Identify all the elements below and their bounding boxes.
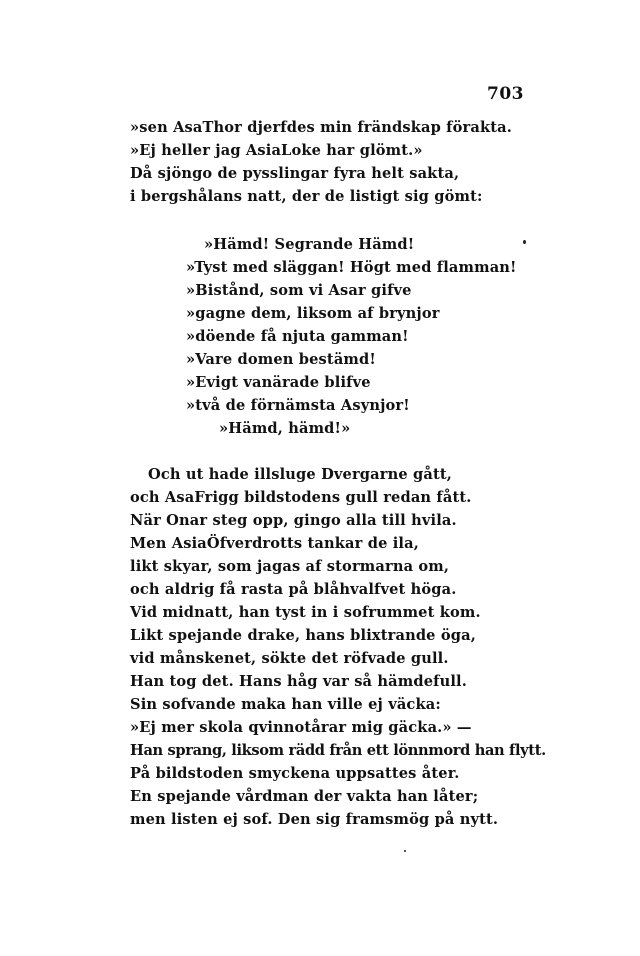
text-line: »Hämd! Segrande Hämd! [204,236,415,253]
text-line: vid månskenet, sökte det röfvade gull. [130,650,449,667]
text-line: Han sprang, liksom rädd från ett lönnmord han flytt. [130,742,546,759]
text-line: Han tog det. Hans håg var så hämdefull. [130,673,467,690]
text-line: På bildstoden smyckena uppsattes åter. [130,765,460,782]
text-line: Sin sofvande maka han ville ej väcka: [130,696,441,713]
text-line: En spejande vårdman der vakta han låter; [130,788,479,805]
text-line: Men AsiaÖfverdrotts tankar de ila, [130,535,419,552]
text-line: »Evigt vanärade blifve [186,374,371,391]
text-line: »två de förnämsta Asynjor! [186,397,410,414]
text-line: likt skyar, som jagas af stormarna om, [130,558,450,575]
text-line: »döende få njuta gamman! [186,328,409,345]
text-line: i bergshålans natt, der de listigt sig gömt: [130,188,483,205]
ink-speck [523,240,526,244]
text-line: Likt spejande drake, hans blixtrande öga, [130,627,476,644]
text-line: »Bistånd, som vi Asar gifve [186,282,412,299]
text-line: »Ej mer skola qvinnotårar mig gäcka.» — [130,719,472,736]
text-line: och aldrig få rasta på blåhvalfvet höga. [130,581,457,598]
ink-speck [404,850,406,852]
text-line: »Ej heller jag AsiaLoke har glömt.» [130,142,423,159]
text-line: »gagne dem, liksom af brynjor [186,305,440,322]
page-number: 703 [487,84,524,104]
text-line: »Vare domen bestämd! [186,351,376,368]
text-line: Vid midnatt, han tyst in i sofrummet kom. [130,604,481,621]
text-line: »sen AsaThor djerfdes min frändskap förakta. [130,119,512,136]
text-line: Då sjöngo de pysslingar fyra helt sakta, [130,165,460,182]
text-line: Och ut hade illsluge Dvergarne gått, [148,466,452,483]
text-line: och AsaFrigg bildstodens gull redan fått. [130,489,472,506]
text-line: »Hämd, hämd!» [219,420,351,437]
text-line: »Tyst med släggan! Högt med flamman! [186,259,517,276]
text-line: men listen ej sof. Den sig framsmög på nytt. [130,811,499,828]
text-line: När Onar steg opp, gingo alla till hvila. [130,512,457,529]
